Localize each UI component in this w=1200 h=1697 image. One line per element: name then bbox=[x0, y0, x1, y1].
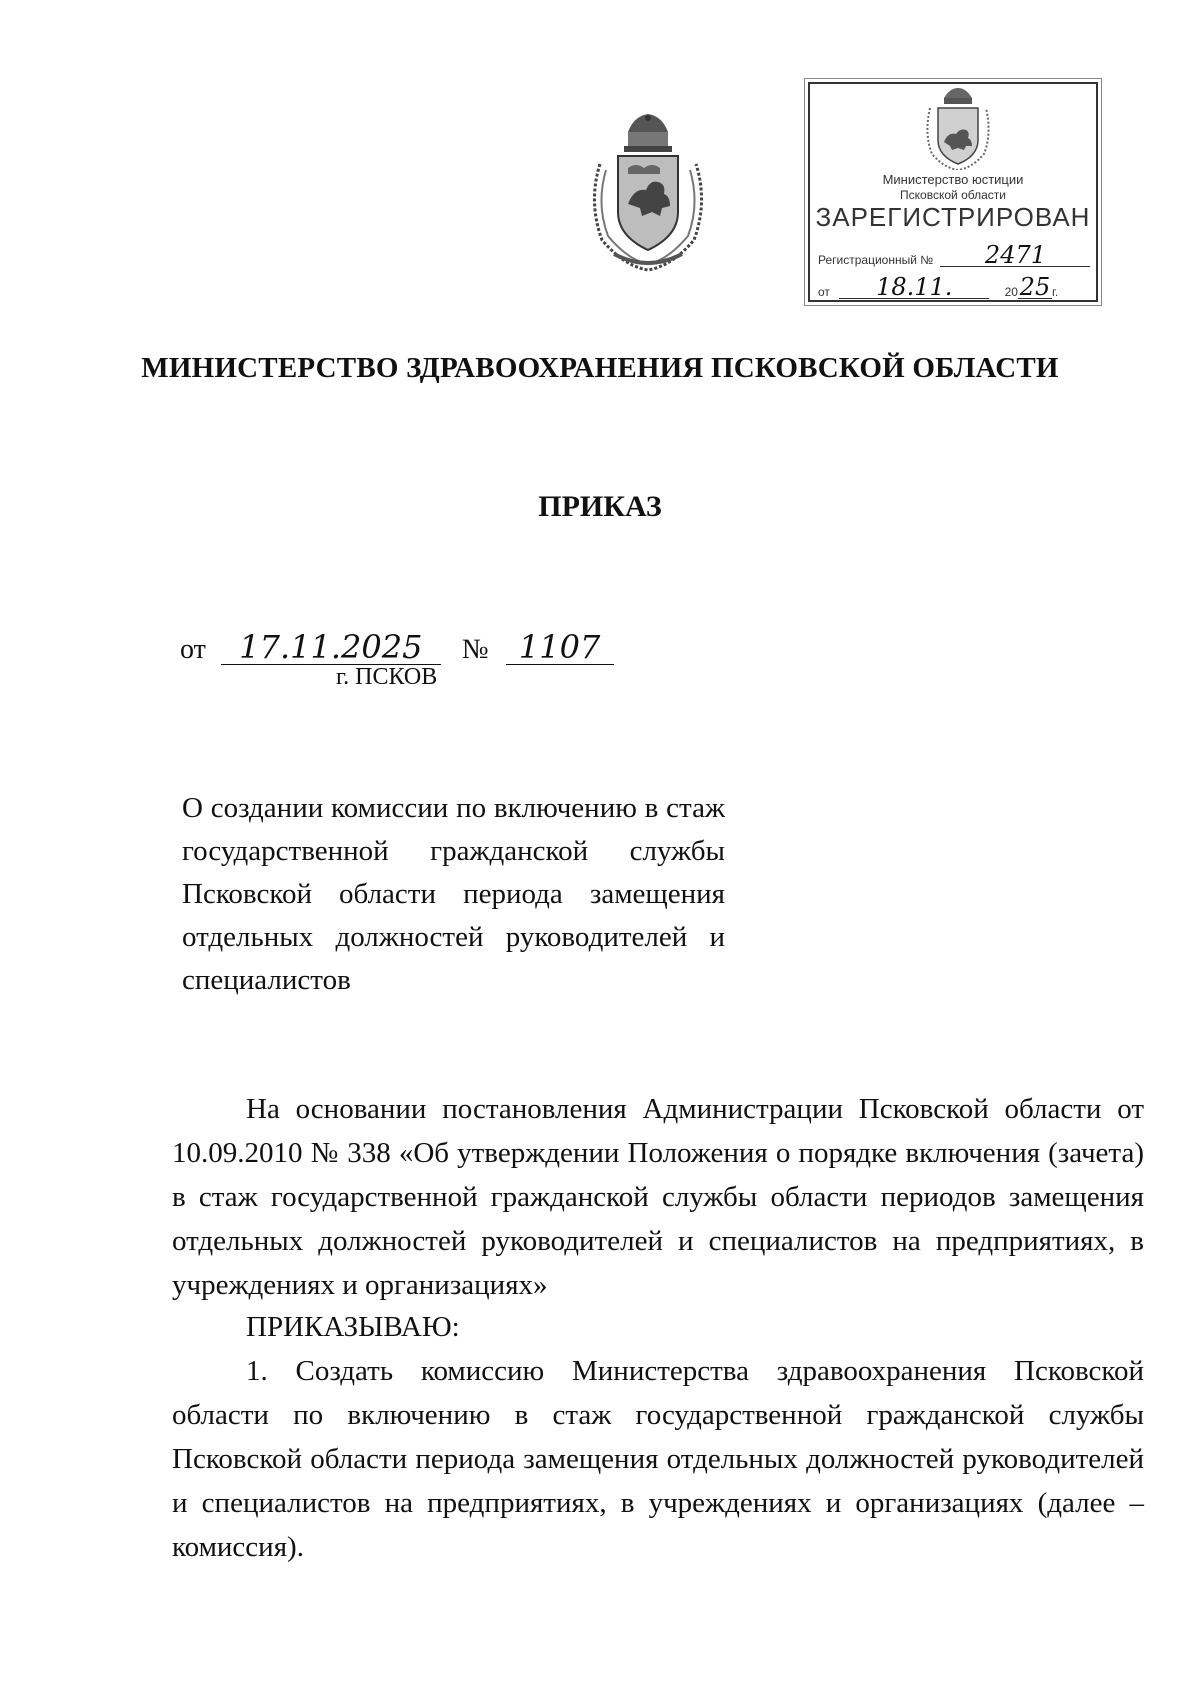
stamp-status: ЗАРЕГИСТРИРОВАН bbox=[815, 202, 1091, 232]
document-type: ПРИКАЗ bbox=[538, 490, 662, 523]
stamp-date-row bbox=[818, 273, 1088, 301]
order-number-value: 1107 bbox=[506, 630, 614, 665]
coat-of-arms-icon bbox=[584, 112, 712, 272]
stamp-date-value: 18.11. bbox=[839, 276, 989, 299]
preamble-paragraph: На основании постановления Администрации Псковской области от 10.09.2010 № 338 «Об утверждении Положения о порядке включения (зачета) в стаж государственной гражданской службы области периодов замещения отдельных должностей руководителей и специалистов на предприятиях, в учреждениях и организациях» bbox=[172, 1093, 1144, 1301]
order-subject: О создании комиссии по включению в стаж государственной гражданской службы Псковской области периода замещения отдельных должностей руководителей и специалистов bbox=[182, 792, 725, 996]
order-number-label: № bbox=[461, 634, 489, 665]
stamp-issuer-line2: Псковской области bbox=[900, 188, 1006, 202]
stamp-year-prefix: 20 bbox=[1004, 285, 1018, 299]
order-directive: ПРИКАЗЫВАЮ: bbox=[246, 1311, 460, 1343]
order-date-label: от bbox=[180, 634, 206, 665]
ministry-title: МИНИСТЕРСТВО ЗДРАВООХРАНЕНИЯ ПСКОВСКОЙ ОБЛАСТИ bbox=[141, 352, 1059, 384]
stamp-reg-number: 2471 bbox=[940, 244, 1090, 267]
stamp-issuer-line1: Министерство юстиции bbox=[882, 172, 1024, 187]
order-city: г. ПСКОВ bbox=[336, 664, 438, 690]
stamp-date-label: от bbox=[818, 285, 830, 299]
stamp-coat-of-arms-icon bbox=[922, 88, 994, 170]
stamp-year-suffix: 25 bbox=[1019, 273, 1051, 301]
stamp-reg-label: Регистрационный № bbox=[818, 253, 934, 267]
order-date-line bbox=[180, 630, 614, 666]
order-date-value: 17.11.2025 bbox=[221, 630, 441, 665]
registration-stamp bbox=[808, 82, 1098, 302]
stamp-year-unit: г. bbox=[1051, 285, 1059, 299]
stamp-reg-row bbox=[818, 241, 1088, 269]
order-item-1: 1. Создать комиссию Министерства здравоохранения Псковской области по включению в стаж государственной гражданской службы Псковской области периода замещения отдельных должностей руководителей и специалистов на предприятиях, в учреждениях и организациях (далее – комиссия). bbox=[172, 1355, 1144, 1563]
